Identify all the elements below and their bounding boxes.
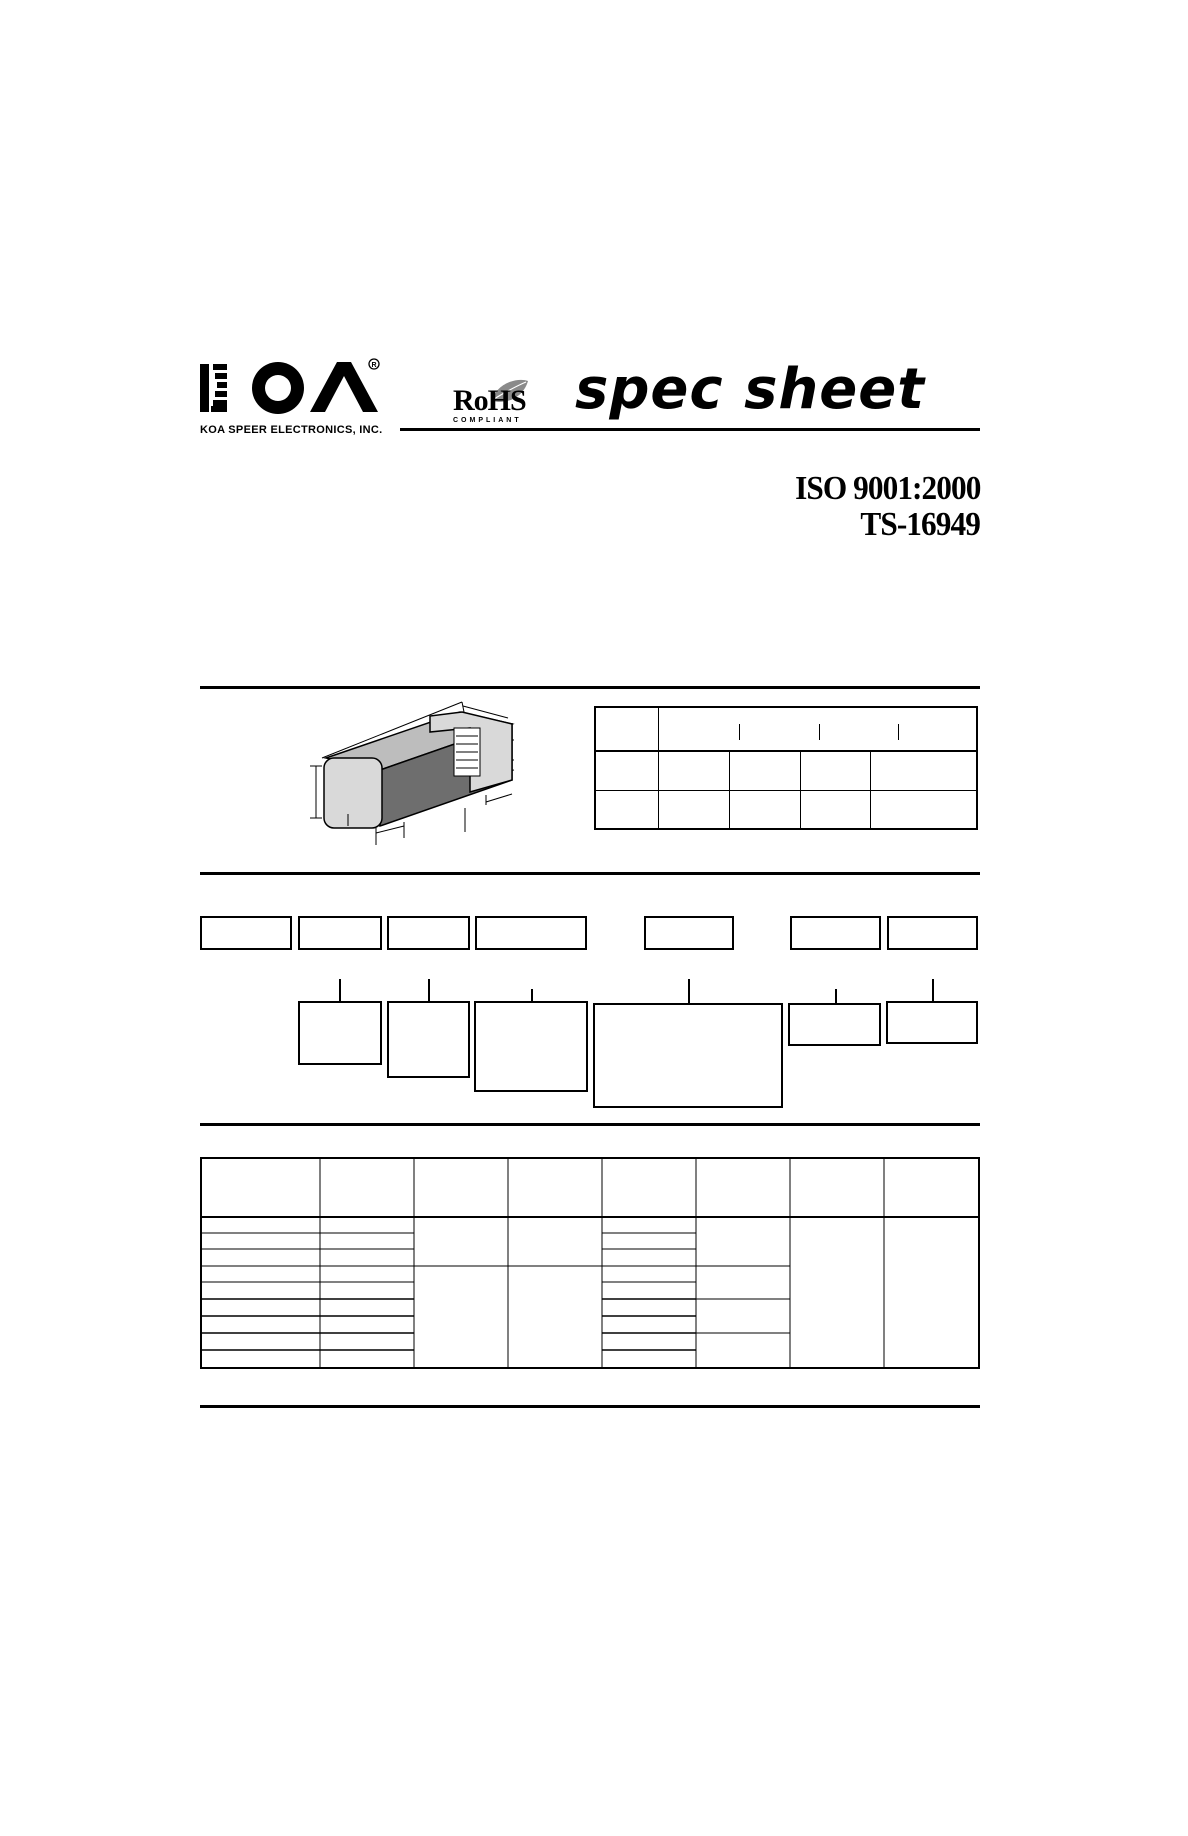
section-divider-4 <box>200 1405 980 1408</box>
option-description-box <box>387 1001 470 1078</box>
part-number-field <box>298 916 382 950</box>
connector-line <box>932 979 934 1001</box>
rohs-label: RoHS <box>453 384 526 417</box>
option-description-box <box>593 1003 783 1108</box>
rohs-badge <box>450 375 530 430</box>
brand-subtitle: KOA SPEER ELECTRONICS, INC. <box>200 424 383 436</box>
section-divider-2 <box>200 872 980 875</box>
dim-subheader-tick <box>819 724 820 740</box>
ts-certification: TS-16949 <box>860 506 980 543</box>
connector-line <box>428 979 430 1001</box>
rohs-compliant-label: COMPLIANT <box>453 417 522 424</box>
part-number-field <box>887 916 978 950</box>
header-rule <box>400 428 980 431</box>
option-description-box <box>886 1001 978 1044</box>
svg-text:R: R <box>371 362 377 369</box>
connector-line <box>531 989 533 1001</box>
option-description-box <box>474 1001 588 1092</box>
part-number-field <box>387 916 470 950</box>
part-number-field <box>644 916 734 950</box>
section-divider-3 <box>200 1123 980 1126</box>
connector-line <box>688 979 690 1003</box>
koa-logo <box>200 358 380 418</box>
dimensions-table <box>594 706 978 830</box>
page-title: spec sheet <box>575 357 926 422</box>
connector-line <box>835 989 837 1003</box>
option-description-box <box>788 1003 881 1046</box>
dim-subheader-tick <box>739 724 740 740</box>
iso-certification: ISO 9001:2000 <box>794 470 980 507</box>
part-number-field <box>790 916 881 950</box>
section-divider-1 <box>200 686 980 689</box>
part-number-field <box>475 916 587 950</box>
connector-line <box>339 979 341 1001</box>
ratings-table <box>200 1157 980 1369</box>
dim-subheader-tick <box>898 724 899 740</box>
option-description-box <box>298 1001 382 1065</box>
part-number-field <box>200 916 292 950</box>
chip-resistor-diagram <box>296 698 528 846</box>
